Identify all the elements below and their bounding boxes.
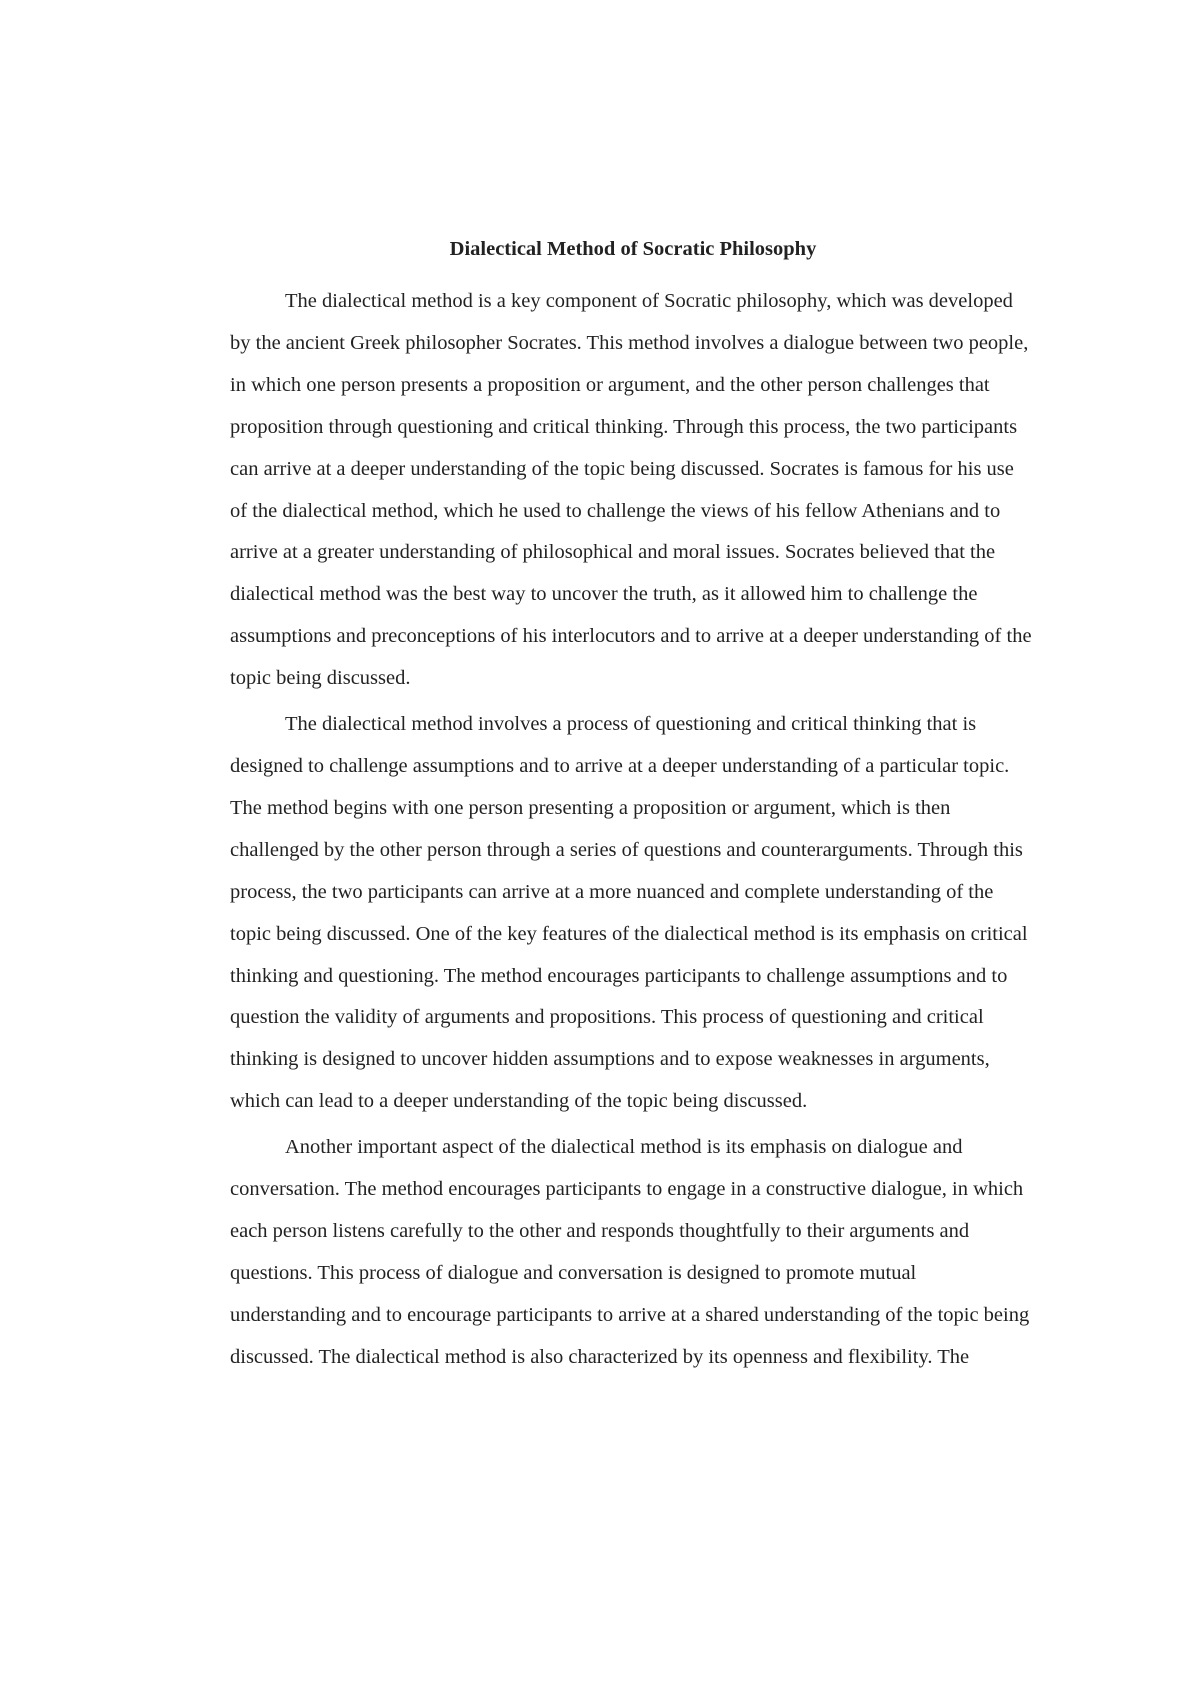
document-body — [230, 233, 1036, 1379]
document-title: Dialectical Method of Socratic Philosophy — [449, 238, 817, 260]
body-paragraph-3: Another important aspect of the dialectical method is its emphasis on dialogue and conversation. The method encourages participants to engage in a constructive dialogue, in which each person listens carefully to the other and responds thoughtfully to their arguments and questions. This process of dialogue and conversation is designed to promote mutual understanding and to encourage participants to arrive at a shared understanding of the topic being discussed. The dialectical method is also characterized by its openness and flexibility. The — [230, 1136, 1030, 1368]
body-paragraph-2: The dialectical method involves a process of questioning and critical thinking that is designed to challenge assumptions and to arrive at a deeper understanding of a particular topic. The method begins with one person presenting a proposition or argument, which is then challenged by the other person through a series of questions and counterarguments. Through this process, the two participants can arrive at a more nuanced and complete understanding of the topic being discussed. One of the key features of the dialectical method is its emphasis on critical thinking and questioning. The method encourages participants to challenge assumptions and to question the validity of arguments and propositions. This process of questioning and critical thinking is designed to uncover hidden assumptions and to expose weaknesses in arguments, which can lead to a deeper understanding of the topic being discussed. — [230, 713, 1028, 1113]
body-paragraph-1: The dialectical method is a key component of Socratic philosophy, which was developed by the ancient Greek philosopher Socrates. This method involves a dialogue between two people, in which one person presents a proposition or argument, and the other person challenges that proposition through questioning and critical thinking. Through this process, the two participants can arrive at a deeper understanding of the topic being discussed. Socrates is famous for his use of the dialectical method, which he used to challenge the views of his fellow Athenians and to arrive at a greater understanding of philosophical and moral issues. Socrates believed that the dialectical method was the best way to uncover the truth, as it allowed him to challenge the assumptions and preconceptions of his interlocutors and to arrive at a deeper understanding of the topic being discussed. — [230, 290, 1032, 690]
